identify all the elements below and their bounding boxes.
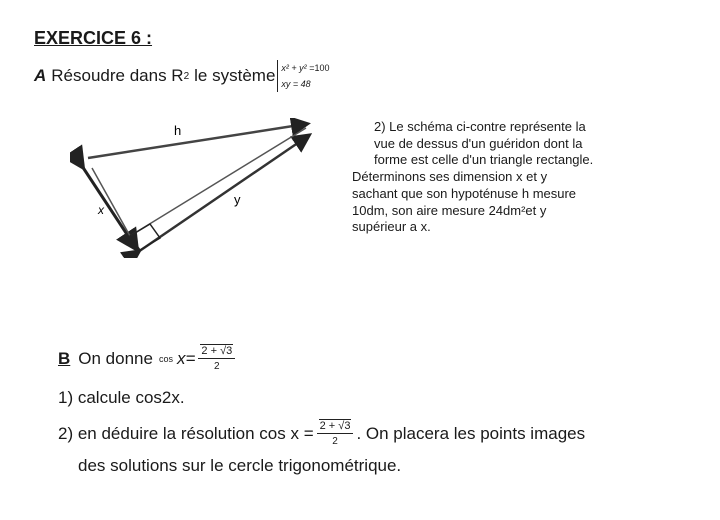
fraction-numerator: 2 + √3 [201, 345, 233, 357]
label-y: y [234, 192, 241, 207]
q2-line-2: vue de dessus d'un guéridon dont la [374, 135, 583, 151]
q2-line-4: Déterminons ses dimension x et y [352, 169, 548, 185]
side-x-line [82, 166, 136, 248]
fraction-2-denominator: 2 [332, 436, 338, 447]
part-b-text: On donne [78, 348, 153, 368]
equation-system [277, 60, 329, 92]
question-2-text [352, 119, 642, 236]
question-b1: 1) calcule cos2x. [58, 388, 185, 407]
q2-line-5: sachant que son hypoténuse h mesure [352, 185, 577, 201]
fraction [198, 345, 235, 372]
part-a-label: A [34, 66, 47, 85]
fraction-denominator: 2 [214, 361, 220, 372]
part-b-statement [58, 345, 238, 372]
question-b2-line2: des solutions sur le cercle trigonométrique. [78, 456, 402, 475]
equation-2: xy = 48 [281, 79, 311, 89]
q2-line-7: supérieur a x. [352, 219, 431, 235]
inner-triangle [92, 128, 306, 236]
question-b2-end: . On placera les points images [356, 423, 586, 443]
equation-1-rhs: =100 [309, 63, 330, 73]
triangle-diagram [70, 118, 320, 258]
part-a-text: Résoudre dans R [51, 66, 184, 85]
question-b2 [58, 420, 585, 447]
exercise-title: EXERCICE 6 : [34, 28, 153, 48]
q2-line-1: 2) Le schéma ci-contre représente la [374, 119, 586, 134]
question-b2-start: 2) en déduire la résolution cos x = [58, 423, 314, 443]
hypotenuse-line [88, 124, 306, 158]
label-x: x [98, 203, 104, 217]
x-equals: x= [176, 348, 196, 368]
label-h: h [174, 123, 182, 138]
fraction-2 [317, 420, 354, 447]
q2-line-6: 10dm, son aire mesure 24dm²et y [352, 202, 547, 218]
equation-1-lhs: x² + y² [281, 63, 307, 73]
side-y-line [138, 136, 308, 252]
q2-line-3: forme est celle d'un triangle rectangle. [374, 152, 594, 168]
fraction-2-numerator: 2 + √3 [319, 420, 351, 432]
part-a-exponent: 2 [183, 70, 190, 82]
part-b-label: B [58, 348, 71, 368]
cos-small: cos [158, 353, 173, 364]
part-a-text2: le système [194, 66, 276, 85]
part-a-statement [34, 60, 329, 92]
equation-1 [281, 63, 329, 73]
